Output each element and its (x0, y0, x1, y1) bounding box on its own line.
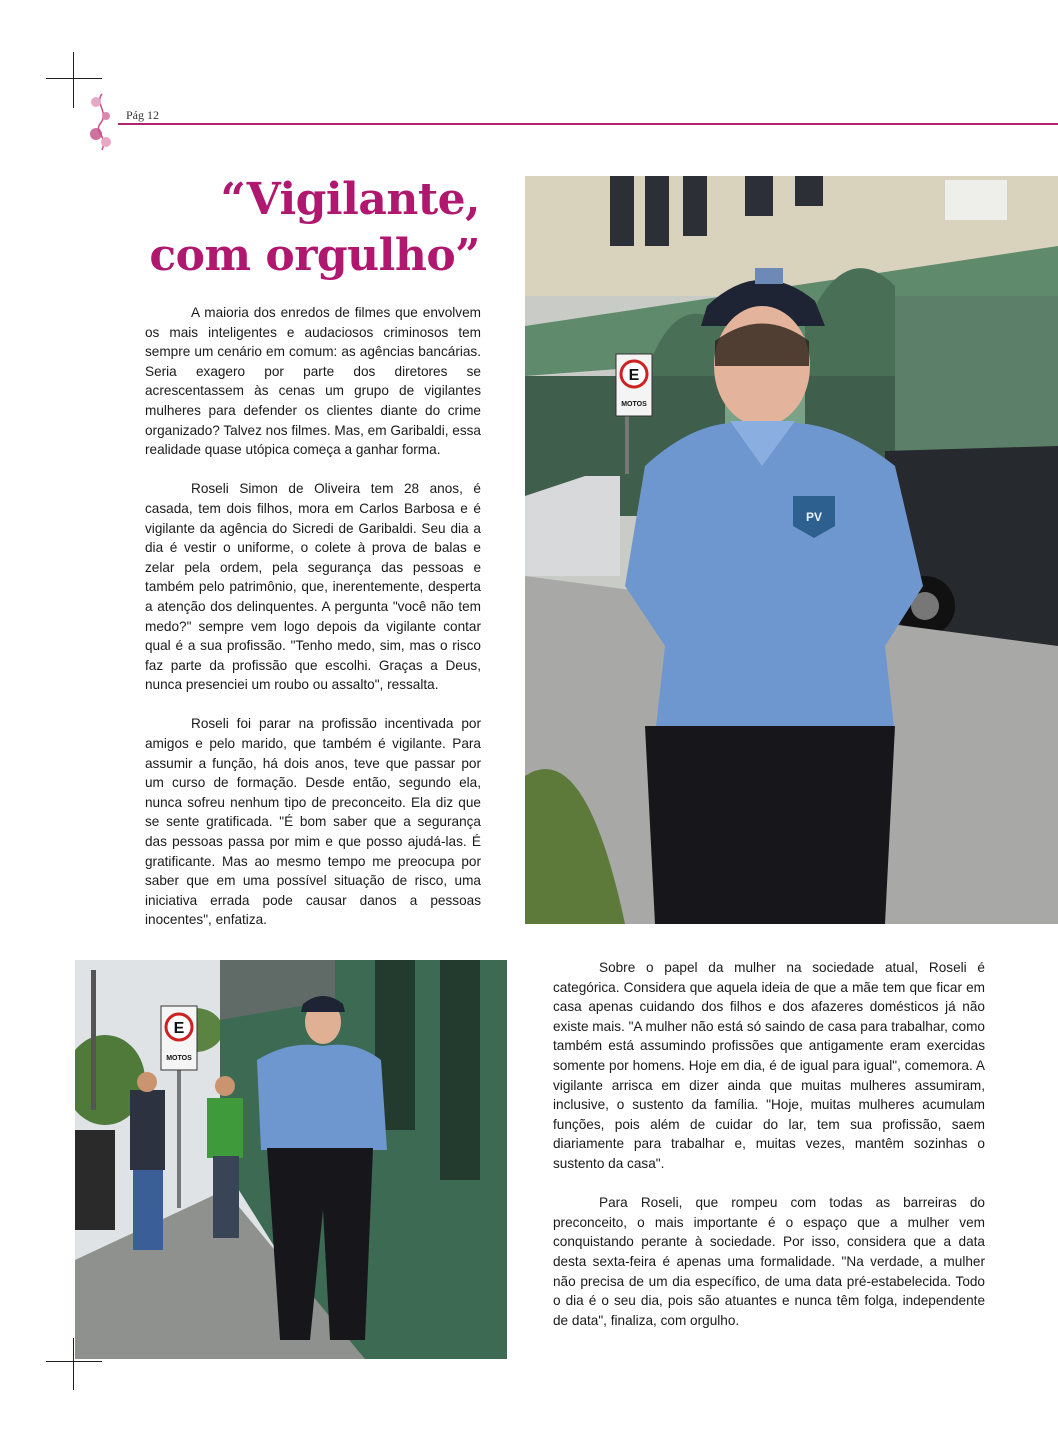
title-line-1: “Vigilante, (220, 174, 480, 225)
sign-letter-2: E (173, 1020, 185, 1037)
paragraph: Para Roseli, que rompeu com todas as barreiras do preconceito, o mais importante é o espaço que a mulher vem conquistando perante à sociedade. Por isso, considera que a data desta sexta-feira é apenas uma formalidade. "Na verdade, a mulher não precisa de um dia específico, de uma data pré-estabelecida. Todo o dia é o seu dia, pois são atuantes e nunca têm folga, independente de data", finaliza, com orgulho. (553, 1195, 985, 1328)
paragraph: A maioria dos enredos de filmes que envolvem os mais inteligentes e audaciosos criminosos tem sempre um cenário em comum: as agências bancárias. Seria exagero por parte dos diretores se acrescentassem às cenas um grupo de vigilantes mulheres para defender os clientes diante do crime organizado? Talvez nos filmes. Mas, em Garibaldi, essa realidade quase utópica começa a ganhar forma. (145, 305, 481, 458)
crop-mark-top-v (73, 52, 74, 108)
title-line-2: com orgulho” (149, 230, 480, 281)
right-column (553, 958, 985, 1330)
crop-mark-top-h (46, 78, 102, 79)
sign-text: MOTOS (621, 401, 647, 408)
paragraph: Roseli Simon de Oliveira tem 28 anos, é casada, tem dois filhos, mora em Carlos Barbosa e é vigilante da agência do Sicredi de Garibaldi. Seu dia a dia é vestir o uniforme, o colete à prova de balas e zelar pela ordem, pela segurança das pessoas e também pelo patrimônio, que, inerentemente, desperta a atenção dos delinquentes. A pergunta "você não tem medo?" sempre vem logo depois da vigilante contar qual é a sua profissão. "Tenho medo, sim, mas o risco faz parte da profissão que escolhi. Graças a Deus, nunca presenciei um roubo ou assalto", ressalta. (145, 481, 481, 693)
crop-mark-bottom-v (73, 1338, 74, 1390)
flower-ornament-icon (84, 90, 120, 154)
sign-letter: E (628, 367, 640, 384)
portrait-photo (525, 176, 1058, 924)
walking-photo (75, 960, 507, 1359)
header-rule (118, 123, 1058, 125)
page-number: Pág 12 (126, 108, 159, 122)
paragraph: Sobre o papel da mulher na sociedade atual, Roseli é categórica. Considera que aquela ideia de que a mãe tem que ficar em casa apenas cuidando dos filhos e dos afazeres domésticos já não existe mais. "A mulher não está só saindo de casa para trabalhar, como também está assumindo profissões que antigamente eram exercidas somente por homens. Hoje em dia, é de igual para igual", comemora. A vigilante arrisca em dizer ainda que muitas mulheres assumiram, inclusive, o sustento da família. "Hoje, muitas mulheres acumulam funções, pois além de cuidar do lar, tem sua profissão, saem diariamente para trabalhar e, muitas vezes, mantêm sozinhas o sustento da casa". (553, 960, 985, 1171)
sign-text-2: MOTOS (166, 1055, 192, 1062)
paragraph: Roseli foi parar na profissão incentivada por amigos e pelo marido, que também é vigilante. Para assumir a função, há dois anos, teve que passar por um curso de formação. Desde então, segundo ela, nunca sofreu nenhum tipo de preconceito. Ela diz que se sente gratificada. "É bom saber que a segurança das pessoas passa por mim e que posso ajudá-las. É gratificante. Mas ao mesmo tempo me preocupa por saber que em uma possível situação de risco, uma iniciativa errada pode causar danos a pessoas inocentes", enfatiza. (145, 716, 481, 928)
left-column (145, 303, 481, 930)
article-title (149, 172, 480, 284)
badge-text: PV (805, 510, 823, 524)
crop-mark-bottom-h (46, 1361, 102, 1362)
